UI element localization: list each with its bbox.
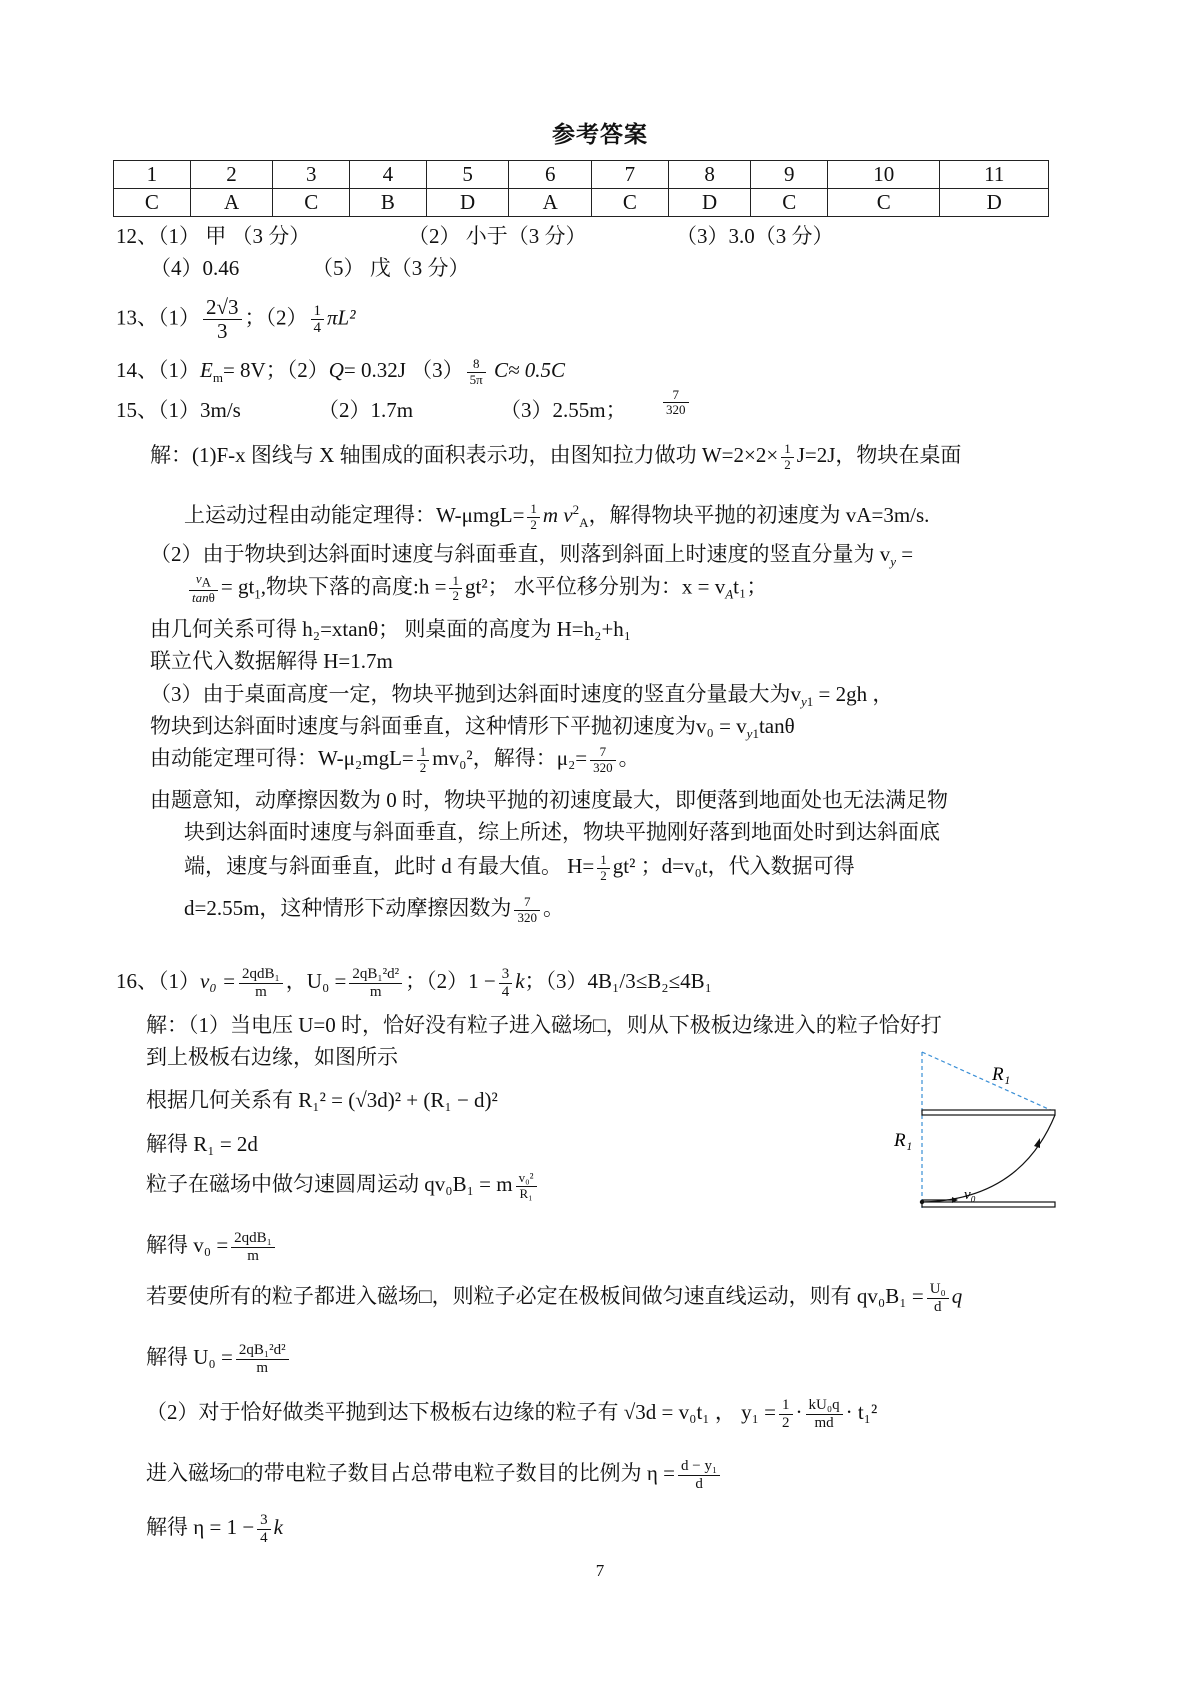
text: ；（2）1 − (405, 968, 496, 993)
q12-part4: （4）0.46 (150, 256, 240, 280)
text: ；（3）4B₁/3≤B₂≤4B₁ (524, 968, 712, 993)
fraction-numerator: v₀² (516, 1171, 537, 1186)
q15-head-3: （3）2.55m； (500, 398, 627, 422)
text: （2）对于恰好做类平抛到达下极板右边缘的粒子有 √3d = v₀t₁ ， y₁ = (146, 1399, 777, 1424)
q15-sol-line3: （2）由于物块到达斜面时速度与斜面垂直，则落到斜面上时速度的竖直分量为 $v_y$ = (150, 542, 914, 570)
q15-sol-line8: 物块到达斜面时速度与斜面垂直，这种情形下平抛初速度为$v_0 = v_{y1}\tan\theta$ (150, 714, 795, 742)
q16-sol-line5 (146, 1170, 540, 1201)
text: 由动能定理可得：W-μ₂mgL= (150, 746, 414, 770)
table-row-numbers (114, 161, 1049, 189)
fraction-denominator: md (814, 1414, 834, 1431)
text: 解得 η = 1 − (146, 1514, 255, 1539)
q16-sol-line10 (146, 1458, 723, 1492)
q16-sol-line2: 到上极板右边缘，如图所示 (146, 1045, 398, 1069)
text: v₀ = (200, 968, 237, 993)
text: 。 (618, 746, 640, 770)
table-cell: D (668, 189, 751, 217)
text: · t₁² (845, 1399, 878, 1424)
trajectory-arrow (1034, 1138, 1040, 1148)
q15-sol-line4: $\frac{v_A}{\tan\theta}$ = $gt_1$,物块下落的高度:h = $\frac{1}{2}$ gt²； 水平位移分别为：$x = v_At_1$； (186, 572, 767, 609)
q12-part3: （3）3.0（3 分） (676, 224, 834, 248)
text: 端，速度与斜面垂直，此时 d 有最大值。 H= (184, 854, 595, 878)
q14-emsub: m (212, 370, 223, 386)
q16-sol-line4: 解得 R₁ = 2d (146, 1132, 258, 1156)
text: gt² ；d=v₀t，代入数据可得 (612, 854, 855, 878)
q16-sol-line1: 解：（1）当电压 U=0 时，恰好没有粒子进入磁场□，则从下极板边缘进入的粒子恰好打 (146, 1013, 942, 1037)
fraction-numerator: U₀ (927, 1281, 949, 1299)
fraction-denominator: 4 (260, 1529, 268, 1546)
answer-table (113, 160, 1049, 217)
label-r1-left: R₁ (894, 1130, 913, 1151)
q15-sol-line13: d=2.55m，这种情形下动摩擦因数为 $\frac{7}{320}$ 。 (184, 894, 564, 925)
text: ,物块下落的高度:h = (260, 574, 447, 599)
page-title: 参考答案 (552, 122, 648, 147)
text: J=2J，物块在桌面 (796, 443, 962, 467)
fraction-numerator: 2qdB₁ (231, 1230, 275, 1248)
q16-sol-line7 (146, 1281, 962, 1315)
table-cell: C (592, 189, 669, 217)
fraction-numerator: 7 (663, 388, 689, 403)
table-cell: 4 (350, 161, 427, 189)
text: k (515, 968, 525, 993)
q14-text1: 14、（1） (116, 358, 200, 382)
fraction-denominator: m (247, 1247, 259, 1264)
q14-q: Q (328, 358, 344, 382)
table-cell: D (426, 189, 509, 217)
q15-sol-line11: 块到达斜面时速度与斜面垂直，综上所述，物块平抛刚好落到地面处时到达斜面底 (184, 820, 940, 844)
q14-em: E (200, 358, 213, 382)
q15-sol-line12: 端，速度与斜面垂直，此时 d 有最大值。 H= $\frac{1}{2}$ gt² ；d=v₀t，代入数据可得 (184, 852, 855, 883)
q15-sol-line10: 由题意知，动摩擦因数为 0 时，物块平抛的初速度最大，即便落到地面处也无法满足物 (150, 788, 948, 812)
fraction-numerator: kU₀q (806, 1397, 843, 1415)
text: 解得 v₀ = (146, 1232, 229, 1257)
q14-tail: C≈ 0.5C (493, 358, 566, 382)
text: q (951, 1283, 963, 1308)
text: 。 (542, 896, 564, 920)
fraction-numerator: 2√3 (203, 296, 242, 320)
particle-trajectory (922, 1115, 1055, 1202)
table-cell: 3 (273, 161, 350, 189)
fraction-denominator: d (695, 1475, 703, 1492)
fraction-denominator: 4 (313, 320, 322, 337)
q15-head-fraction (660, 388, 692, 418)
q15-sol-line6: 联立代入数据解得 H=1.7m (150, 649, 393, 673)
fraction-numerator: 2qdB₁ (239, 966, 283, 984)
fraction-denominator: 2 (782, 1414, 790, 1431)
q13-answer (116, 296, 356, 343)
table-cell: C (273, 189, 350, 217)
fraction-numerator: 8 (467, 357, 486, 372)
fraction-denominator: m (369, 983, 382, 1000)
q16-sol-line3: 根据几何关系有 R₁² = (√3d)² + (R₁ − d)² (146, 1088, 498, 1112)
fraction-denominator: d (933, 1298, 942, 1315)
table-cell: 8 (668, 161, 751, 189)
text: m v (542, 503, 573, 527)
magnetic-field-diagram (894, 1040, 1070, 1220)
fraction-numerator: 1 (311, 303, 325, 321)
q16-sol-line9 (146, 1397, 877, 1431)
q15-sol-line1: 解：(1)F-x 图线与 X 轴围成的面积表示功，由图知拉力做功 W=2×2× $\frac{1}{2}$ J=2J，物块在桌面 (150, 441, 962, 472)
table-cell: D (940, 189, 1049, 217)
fraction-denominator: m (256, 1359, 269, 1376)
fraction-denominator: 4 (501, 983, 510, 1000)
q15-sol-line5: 由几何关系可得 h₂=xtanθ； 则桌面的高度为 H=h₂+h₁ (150, 617, 632, 641)
page-number: 7 (595, 1561, 605, 1580)
text: gt²； 水平位移分别为：x = v (464, 574, 726, 599)
particle-dot (920, 1200, 924, 1204)
fraction-numerator: 3 (257, 1512, 271, 1530)
text: · (795, 1399, 803, 1424)
fraction-numerator: 1 (779, 1397, 793, 1415)
q13-tail: πL² (327, 305, 356, 330)
table-cell: 9 (751, 161, 828, 189)
q16-sol-line11 (146, 1512, 283, 1546)
text: = gt (220, 574, 255, 599)
q14-emval: = 8V；（2） (222, 358, 329, 382)
text: 上运动过程由动能定理得：W-μmgL= (184, 503, 525, 527)
q15-sol-line9: 由动能定理可得：W-μ₂mgL= $\frac{1}{2}$ mv₀²，解得：μ₂= $\frac{7}{320}$ 。 (150, 744, 640, 775)
lower-plate (922, 1202, 1055, 1207)
q15-sol-line2: 上运动过程由动能定理得：W-μmgL= $\frac{1}{2}$ m $v^2_A$，解得物块平抛的初速度为 vA=3m/s. (184, 501, 930, 532)
text: 解得 U₀ = (146, 1344, 233, 1369)
text: 若要使所有的粒子都进入磁场□，则粒子必定在极板间做匀速直线运动，则有 qv₀B₁ = (146, 1283, 924, 1308)
text: 粒子在磁场中做匀速圆周运动 qv₀B₁ = m (146, 1172, 513, 1196)
q15-sol-line7: （3）由于桌面高度一定，物块平抛到达斜面时速度的竖直分量最大为$v_{y1} = 2gh$ ， (150, 682, 894, 710)
q16-sol-line6 (146, 1230, 278, 1264)
q16-sol-line8 (146, 1342, 292, 1376)
text: ，解得物块平抛的初速度为 vA=3m/s. (588, 503, 930, 527)
q15-head-2: （2）1.7m (318, 398, 414, 422)
table-cell: A (509, 189, 592, 217)
table-cell: 6 (509, 161, 592, 189)
table-cell: 10 (828, 161, 940, 189)
text: mv₀²，解得：μ₂= (432, 746, 588, 770)
text: tanθ (758, 714, 795, 738)
fraction-denominator: m (255, 983, 267, 1000)
text: 物块到达斜面时速度与斜面垂直，这种情形下平抛初速度为v₀ = v (150, 714, 747, 738)
table-cell: B (350, 189, 427, 217)
text: t₁； (733, 574, 768, 599)
fraction-numerator: 2qB₁²d² (236, 1342, 289, 1360)
text: = 2gh ， (813, 682, 894, 706)
q12-part2: （2） 小于（3 分） (408, 224, 587, 248)
q13-prefix: 13、（1） (116, 305, 200, 330)
table-cell: 1 (114, 161, 191, 189)
q12-part5: （5） 戊（3 分） (312, 256, 470, 280)
fraction-denominator: R₁ (519, 1185, 533, 1201)
text: k (273, 1514, 283, 1539)
text: 解：(1)F-x 图线与 X 轴围成的面积表示功，由图知拉力做功 W=2×2× (150, 443, 779, 467)
text: ，U₀ = (285, 968, 347, 993)
table-cell: 11 (940, 161, 1049, 189)
text: d=2.55m，这种情形下动摩擦因数为 (184, 896, 512, 920)
table-cell: 2 (190, 161, 273, 189)
q16-head (116, 966, 712, 1000)
fraction-numerator: d − y₁ (678, 1458, 720, 1476)
table-cell: A (190, 189, 273, 217)
q13-mid: ；（2） (244, 305, 308, 330)
table-cell: C (114, 189, 191, 217)
label-r1-top: R₁ (992, 1064, 1011, 1085)
text: 进入磁场□的带电粒子数目占总带电粒子数目的比例为 η = (146, 1460, 676, 1485)
text: 16、（1） (116, 968, 200, 993)
fraction-numerator: 3 (499, 966, 513, 984)
table-cell: C (751, 189, 828, 217)
text: （2）由于物块到达斜面时速度与斜面垂直，则落到斜面上时速度的竖直分量为 v (150, 542, 891, 566)
table-cell: C (828, 189, 940, 217)
table-cell: 5 (426, 161, 509, 189)
upper-plate (922, 1110, 1055, 1115)
text: = (896, 542, 914, 566)
table-cell: 7 (592, 161, 669, 189)
q12-part1: 12、（1） 甲 （3 分） (116, 224, 311, 248)
fraction-numerator: 2qB₁²d² (349, 966, 402, 984)
q14-answer (116, 356, 565, 392)
fraction-denominator: 320 (666, 402, 686, 418)
table-row-answers (114, 189, 1049, 217)
fraction-denominator: 5π (469, 371, 483, 387)
q15-head-1: 15、（1）3m/s (116, 398, 241, 422)
label-v0: v₀ (964, 1187, 976, 1203)
radius-line-diagonal (922, 1052, 1055, 1112)
fraction-denominator: 3 (217, 319, 228, 344)
text: （3）由于桌面高度一定，物块平抛到达斜面时速度的竖直分量最大为v (150, 682, 801, 706)
q14-qval: = 0.32J （3） (343, 358, 464, 382)
